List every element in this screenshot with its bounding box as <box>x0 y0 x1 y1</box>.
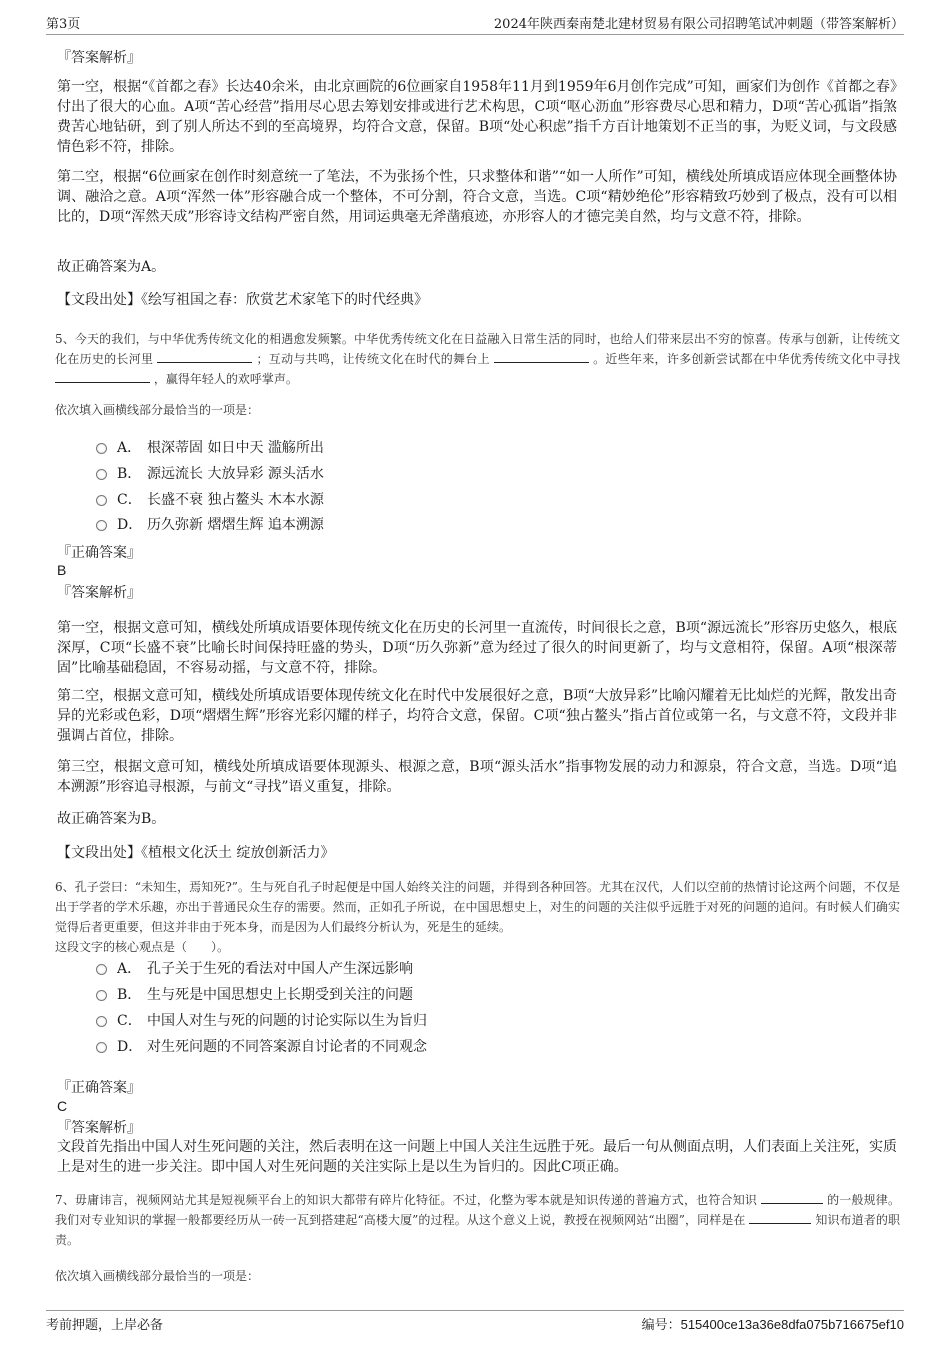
option-text: 对生死问题的不同答案源自讨论者的不同观念 <box>147 1039 427 1055</box>
q7-blank-2 <box>749 1211 811 1224</box>
q6-answer: C <box>57 1098 68 1114</box>
analysis-label: 『答案解析』 <box>57 50 141 66</box>
radio-icon[interactable] <box>96 1016 107 1027</box>
q6-option-d[interactable] <box>96 1037 427 1057</box>
option-letter: D． <box>117 1039 143 1055</box>
correct-answer-label: 『正确答案』 <box>57 545 141 561</box>
q5-option-a[interactable] <box>96 438 324 458</box>
q5-option-d[interactable] <box>96 515 324 535</box>
footer-slogan: 考前押题，上岸必备 <box>46 1318 164 1333</box>
radio-icon[interactable] <box>96 443 107 454</box>
document-code <box>642 1314 904 1333</box>
q5-option-b[interactable] <box>96 464 324 484</box>
option-letter: A． <box>117 961 142 977</box>
q7-prompt: 依次填入画横线部分最恰当的一项是： <box>55 1269 260 1283</box>
option-letter: B． <box>117 987 142 1003</box>
q6-option-c[interactable] <box>96 1011 427 1031</box>
q5-stem-part-b: ；互动与共鸣，让传统文化在时代的舞台上 <box>256 352 490 366</box>
option-text: 中国人对生与死的问题的讨论实际以生为旨归 <box>147 1013 427 1029</box>
q7-stem-part-c: 知识布道者的职责。 <box>55 1213 900 1247</box>
analysis-label: 『答案解析』 <box>57 585 141 601</box>
analysis-label: 『答案解析』 <box>57 1120 141 1136</box>
option-letter: A． <box>117 440 142 456</box>
q6-explanation: 文段首先指出中国人对生死问题的关注，然后表明在这一问题上中国人关注生远胜于死。最后一句从侧面点明，人们表面上关注死，实质上是对生的进一步关注。即中国人对生死问题的关注实际上是以生为旨归的。因此C项正确。 <box>57 1139 897 1175</box>
option-letter: B． <box>117 466 142 482</box>
option-text: 历久弥新 熠熠生辉 追本溯源 <box>147 517 324 533</box>
q5-explanation-3: 第三空，根据文意可知，横线处所填成语要体现源头、根源之意，B项“源头活水”指事物发展的动力和源泉，符合文意，当选。D项“追本溯源”形容追寻根源，与前文“寻找”语义重复，排除。 <box>57 759 897 795</box>
q6-option-a[interactable] <box>96 959 413 979</box>
q7-stem <box>55 1190 900 1250</box>
q6-stem-end: 这段文字的核心观点是（ ）。 <box>55 940 230 954</box>
radio-icon[interactable] <box>96 1042 107 1053</box>
option-text: 源远流长 大放异彩 源头活水 <box>147 466 324 482</box>
q6-stem <box>55 877 900 957</box>
q5-stem-part-c: 。近些年来，许多创新尝试都在中华优秀传统文化中寻找 <box>593 352 900 366</box>
option-letter: C． <box>117 492 142 508</box>
q5-option-c[interactable] <box>96 490 324 510</box>
option-text: 孔子关于生死的看法对中国人产生深远影响 <box>147 961 413 977</box>
document-title: 2024年陕西秦南楚北建材贸易有限公司招聘笔试冲刺题（带答案解析） <box>493 17 904 32</box>
q4-explanation-2: 第二空，根据“6位画家在创作时刻意统一了笔法，不为张扬个性，只求整体和谐”“如一人所作”可知，横线处所填成语应体现全画整体协调、融洽之意。A项“浑然一体”形容融合成一个整体，不可分割，符合文意，当选。C项“精妙绝伦”形容精致巧妙到了极点，没有可以相比的，D项“浑然天成”形容诗文结构严密自然，用词运典毫无斧凿痕迹，亦形容人的才德完美自然，均与文意不符，排除。 <box>57 169 897 225</box>
q6-stem-text: 6、孔子尝曰：“未知生，焉知死?”。生与死自孔子时起便是中国人始终关注的问题，并得到各种回答。尤其在汉代，人们以空前的热情讨论这两个问题，不仅是出于学者的学术乐趣，亦出于普通民众生存的需要。然而，正如孔子所说，在中国思想史上，对生的问题的关注似乎远胜于对死的问题的追问。有时候人们确实觉得后者更重要，但这并非由于死本身，而是因为人们最终分析认为，死是生的延续。 <box>55 880 900 934</box>
radio-icon[interactable] <box>96 990 107 1001</box>
radio-icon[interactable] <box>96 469 107 480</box>
q5-stem-part-d: ，赢得年轻人的欢呼掌声。 <box>153 372 298 386</box>
q7-stem-part-a: 7、毋庸讳言，视频网站尤其是短视频平台上的知识大都带有碎片化特征。不过，化整为零本就是知识传递的普遍方式，也符合知识 <box>55 1193 758 1207</box>
q4-source: 【文段出处】《绘写祖国之春：欣赏艺术家笔下的时代经典》 <box>57 292 428 308</box>
q4-conclusion: 故正确答案为A。 <box>57 259 166 275</box>
q5-prompt: 依次填入画横线部分最恰当的一项是： <box>55 403 260 417</box>
radio-icon[interactable] <box>96 520 107 531</box>
page-number: 第3页 <box>46 17 81 32</box>
code-label: 编号： <box>641 1318 681 1333</box>
page-header <box>46 12 904 35</box>
q5-conclusion: 故正确答案为B。 <box>57 811 166 827</box>
option-text: 长盛不衰 独占鳌头 木本水源 <box>147 492 324 508</box>
option-text: 根深蒂固 如日中天 滥觞所出 <box>147 440 324 456</box>
q5-blank-1 <box>157 350 252 363</box>
option-letter: D． <box>117 517 143 533</box>
q5-stem <box>55 329 900 389</box>
q5-explanation-2: 第二空，根据文意可知，横线处所填成语要体现传统文化在时代中发展很好之意，B项“大放异彩”比喻闪耀着无比灿烂的光辉，散发出奇异的光彩或色彩，D项“熠熠生辉”形容光彩闪耀的样子，均符合文意，保留。C项“独占鳌头”指占首位或第一名，与文意不符，文段并非强调占首位，排除。 <box>57 688 897 744</box>
correct-answer-label: 『正确答案』 <box>57 1080 141 1096</box>
option-letter: C． <box>117 1013 142 1029</box>
radio-icon[interactable] <box>96 964 107 975</box>
q5-explanation-1: 第一空，根据文意可知，横线处所填成语要体现传统文化在历史的长河里一直流传，时间很长之意，B项“源远流长”形容历史悠久，根底深厚，C项“长盛不衰”比喻长时间保持旺盛的势头，D项“历久弥新”意为经过了很久的时间更新了，均与文意相符，保留。A项“根深蒂固”比喻基础稳固，不容易动摇，与文意不符，排除。 <box>57 620 897 676</box>
option-text: 生与死是中国思想史上长期受到关注的问题 <box>147 987 413 1003</box>
q4-explanation-1: 第一空，根据“《首都之春》长达40余米，由北京画院的6位画家自1958年11月到1959年6月创作完成”可知，画家们为创作《首都之春》付出了很大的心血。A项“苦心经营”指用尽心思去筹划安排或进行艺术构思，C项“呕心沥血”形容费尽心思和精力，D项“苦心孤诣”指煞费苦心地钻研，到了别人所达不到的至高境界，均符合文意，保留。B项“处心积虑”指千方百计地策划不正当的事，为贬义词，与文段感情色彩不符，排除。 <box>57 79 897 155</box>
q7-blank-1 <box>761 1191 823 1204</box>
q5-blank-3 <box>55 370 150 383</box>
q5-source: 【文段出处】《植根文化沃土 绽放创新活力》 <box>57 845 335 861</box>
radio-icon[interactable] <box>96 495 107 506</box>
code-value: 515400ce13a36e8dfa075b716675ef10 <box>680 1317 904 1332</box>
q7-stem-part-b: 的一般规律。我们对专业知识的掌握一般都要经历从一砖一瓦到搭建起“高楼大厦”的过程。从这个意义上说，教授在视频网站“出圈”，同样是在 <box>55 1193 900 1227</box>
page-footer <box>46 1310 904 1334</box>
q5-answer: B <box>57 562 67 578</box>
q5-blank-2 <box>494 350 589 363</box>
q5-stem-part-a: 5、今天的我们，与中华优秀传统文化的相遇愈发频繁。中华优秀传统文化在日益融入日常生活的同时，也给人们带来层出不穷的惊喜。传承与创新，让传统文化在历史的长河里 <box>55 332 900 366</box>
q6-option-b[interactable] <box>96 985 413 1005</box>
